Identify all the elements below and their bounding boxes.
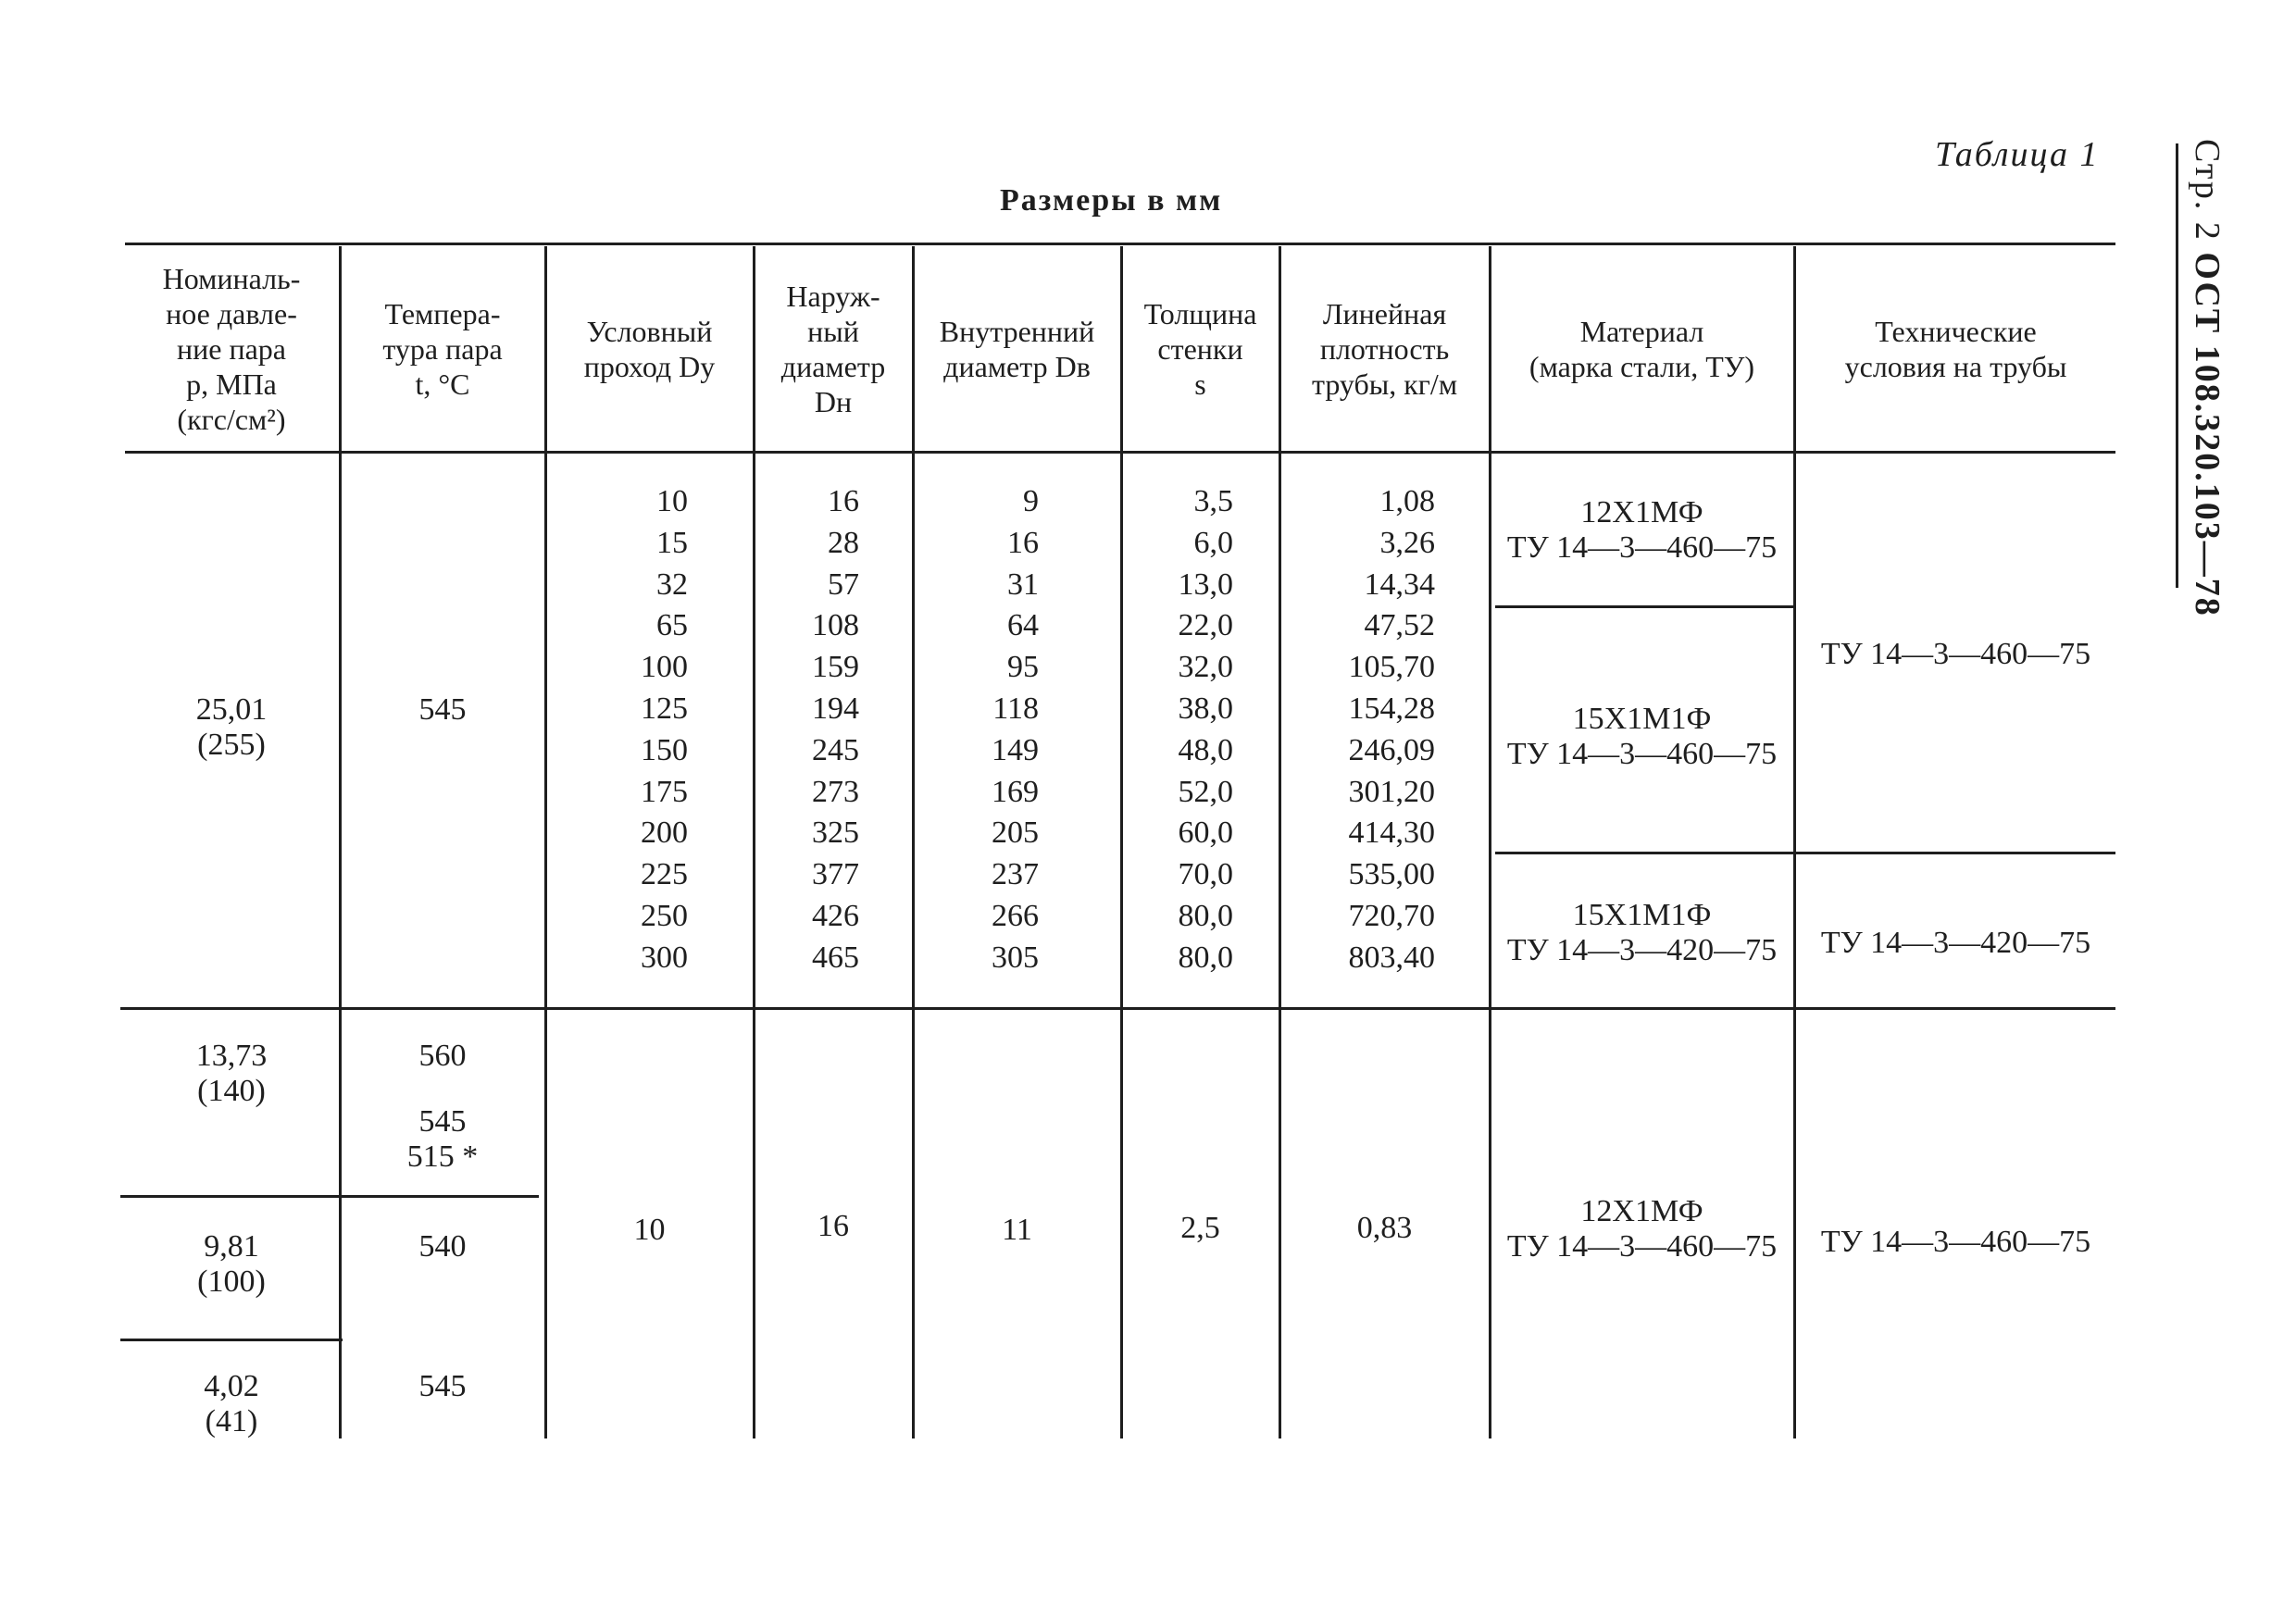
g2-inner-diameter: 11 — [1002, 1213, 1032, 1247]
g2-bore: 10 — [633, 1213, 666, 1247]
header-pressure: Номиналь- ное давле- ние пара р, МПа (кгс/см²) — [162, 262, 301, 436]
table-label: Таблица 1 — [1935, 135, 2100, 174]
header-specs: Технические условия на трубы — [1844, 315, 2067, 383]
side-rule — [2176, 143, 2178, 588]
g1-pressure: 25,01 (255) — [195, 692, 268, 762]
g1-wall-column: 3,5 6,0 13,0 22,0 32,0 38,0 48,0 52,0 60,0 70,0 80,0 80,0 — [1178, 484, 1233, 975]
g1-material-b: 15Х1М1Ф ТУ 14—3—460—75 — [1506, 702, 1778, 771]
group-divider-rule — [120, 1007, 2115, 1010]
g1-material-c: 15Х1М1Ф ТУ 14—3—420—75 — [1506, 898, 1778, 967]
header-linear-density: Линейная плотность трубы, кг/м — [1311, 297, 1458, 401]
g2-outer-diameter: 16 — [817, 1209, 849, 1243]
g2-temperature-2: 540 — [418, 1229, 467, 1264]
g1-bore-column: 10 15 32 65 100 125 150 175 200 225 250 300 — [641, 484, 688, 975]
g2-material: 12Х1МФ ТУ 14—3—460—75 — [1506, 1194, 1778, 1264]
g2-temperature-3: 545 — [418, 1369, 467, 1403]
g2-temperature-1b: 545 515 * — [406, 1104, 479, 1174]
header-wall-thickness: Толщина стенки s — [1143, 297, 1257, 401]
g1-outer-column: 16 28 57 108 159 194 245 273 325 377 426 465 — [812, 484, 859, 975]
g2-linear-density: 0,83 — [1356, 1211, 1413, 1245]
header-outer-diameter: Наруж- ный диаметр Dн — [780, 280, 886, 418]
side-page-code: Стр. 2 ОСТ 108.320.103—78 — [2188, 139, 2227, 617]
g2-pressure-2: 9,81 (100) — [197, 1229, 266, 1299]
g1-spec-b: ТУ 14—3—420—75 — [1820, 926, 2091, 960]
header-inner-diameter: Внутренний диаметр Dв — [939, 315, 1095, 383]
pressure-divider-b — [120, 1339, 343, 1341]
g2-pressure-1: 13,73 (140) — [195, 1039, 268, 1108]
g1-spec-a: ТУ 14—3—460—75 — [1820, 637, 2091, 671]
g2-temperature-1a: 560 — [418, 1039, 467, 1073]
g2-pressure-3: 4,02 (41) — [204, 1369, 259, 1438]
g1-material-a: 12Х1МФ ТУ 14—3—460—75 — [1506, 495, 1778, 565]
table-top-rule — [125, 243, 2115, 245]
header-bore: Условный проход Dу — [583, 315, 716, 383]
header-material: Материал (марка стали, ТУ) — [1529, 315, 1755, 383]
units-note: Размеры в мм — [1000, 183, 1223, 218]
g2-spec: ТУ 14—3—460—75 — [1820, 1225, 2091, 1259]
pressure-divider-a — [120, 1195, 539, 1198]
g1-density-column: 1,08 3,26 14,34 47,52 105,70 154,28 246,09 301,20 414,30 535,00 720,70 803,40 — [1348, 484, 1435, 975]
material-divider-a — [1495, 605, 1793, 608]
header-temperature: Темпера- тура пара t, °С — [382, 297, 503, 401]
g2-wall-thickness: 2,5 — [1180, 1211, 1220, 1245]
g1-temperature: 545 — [418, 692, 467, 727]
material-divider-b — [1495, 852, 2115, 854]
g1-inner-column: 9 16 31 64 95 118 149 169 205 237 266 305 — [992, 484, 1039, 975]
